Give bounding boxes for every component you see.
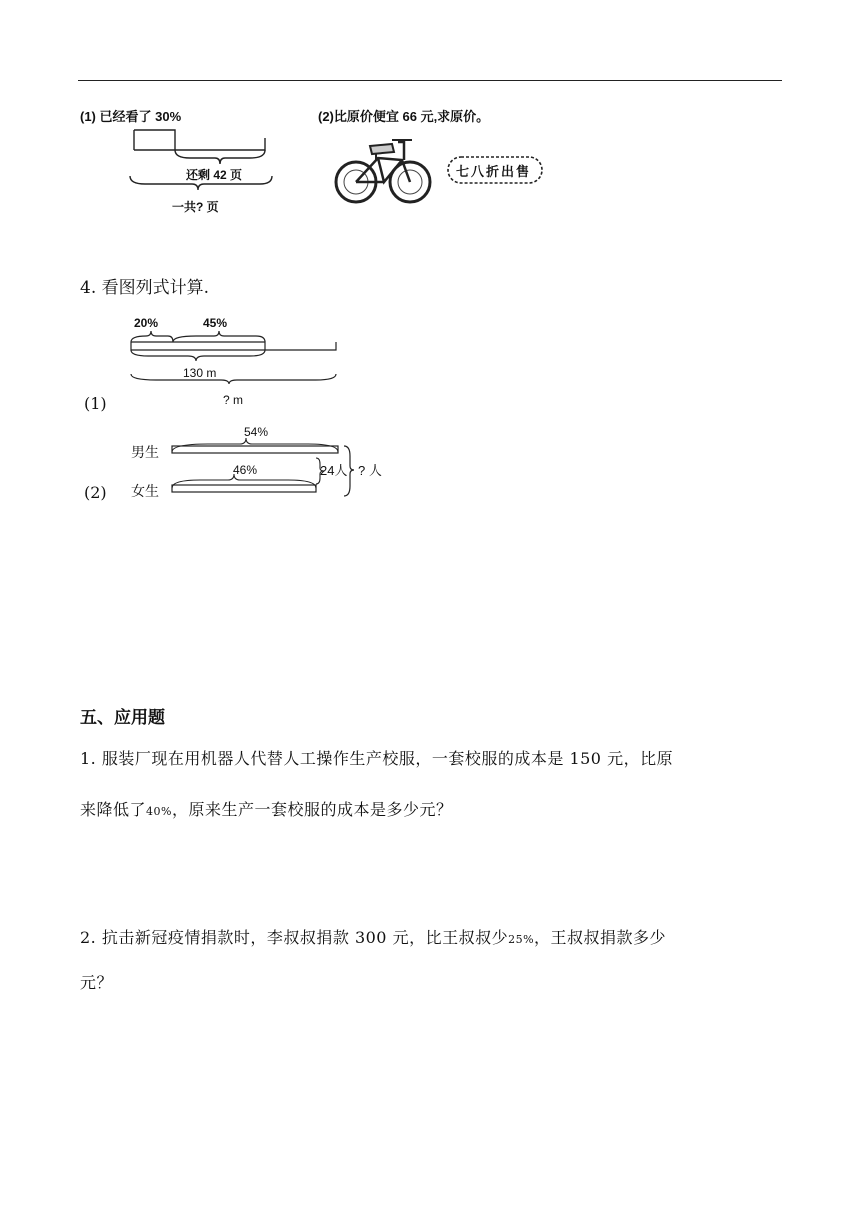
q2-pct: 25% [508,933,535,946]
p1-index: (1) [84,394,107,413]
header-rule [78,80,782,81]
p1-total: ? m [223,393,244,407]
q1-line2a: 来降低了 [80,800,147,819]
q1-line2 [80,789,452,833]
p1-diagram [126,328,342,384]
p2-diff: 24人 [320,463,348,478]
p2-girls-label: 女生 [131,484,159,500]
q1-pct: 40% [146,805,172,818]
bicycle-icon [332,132,434,208]
q2-line1b: ，王叔叔捐款多少 [534,928,667,947]
p1-pct1: 20% [134,316,159,330]
p2-boys-pct: 54% [244,425,269,439]
q1-line1: 1. 服装厂现在用机器人代替人工操作生产校服，一套校服的成本是 150 元，比原 [80,749,674,768]
q2-line2: 元？ [80,973,114,992]
sale-sign-text: 七八折出售 [456,164,532,179]
p2-index: (2) [84,483,107,502]
fig2-caption: (2)比原价便宜 66 元,求原价。 [318,109,490,124]
q2-line1 [80,917,666,961]
p1-pct2: 45% [203,316,228,330]
p2-total: ? 人 [358,463,382,478]
section5-heading: 五、应用题 [80,708,165,728]
p2-girls-pct: 46% [233,463,258,477]
q2-line1a: 2. 抗击新冠疫情捐款时，李叔叔捐款 300 元，比王叔叔少 [80,928,509,947]
q1-line2b: ，原来生产一套校服的成本是多少元？ [171,800,453,819]
p2-boys-label: 男生 [131,445,159,461]
fig1-caption: (1) 已经看了 30% [80,109,182,124]
fig1-total: 一共? 页 [172,200,219,214]
p1-mid: 130 m [183,366,217,380]
section4-title: 4. 看图列式计算. [80,278,210,298]
fig1-remain: 还剩 42 页 [186,168,243,182]
